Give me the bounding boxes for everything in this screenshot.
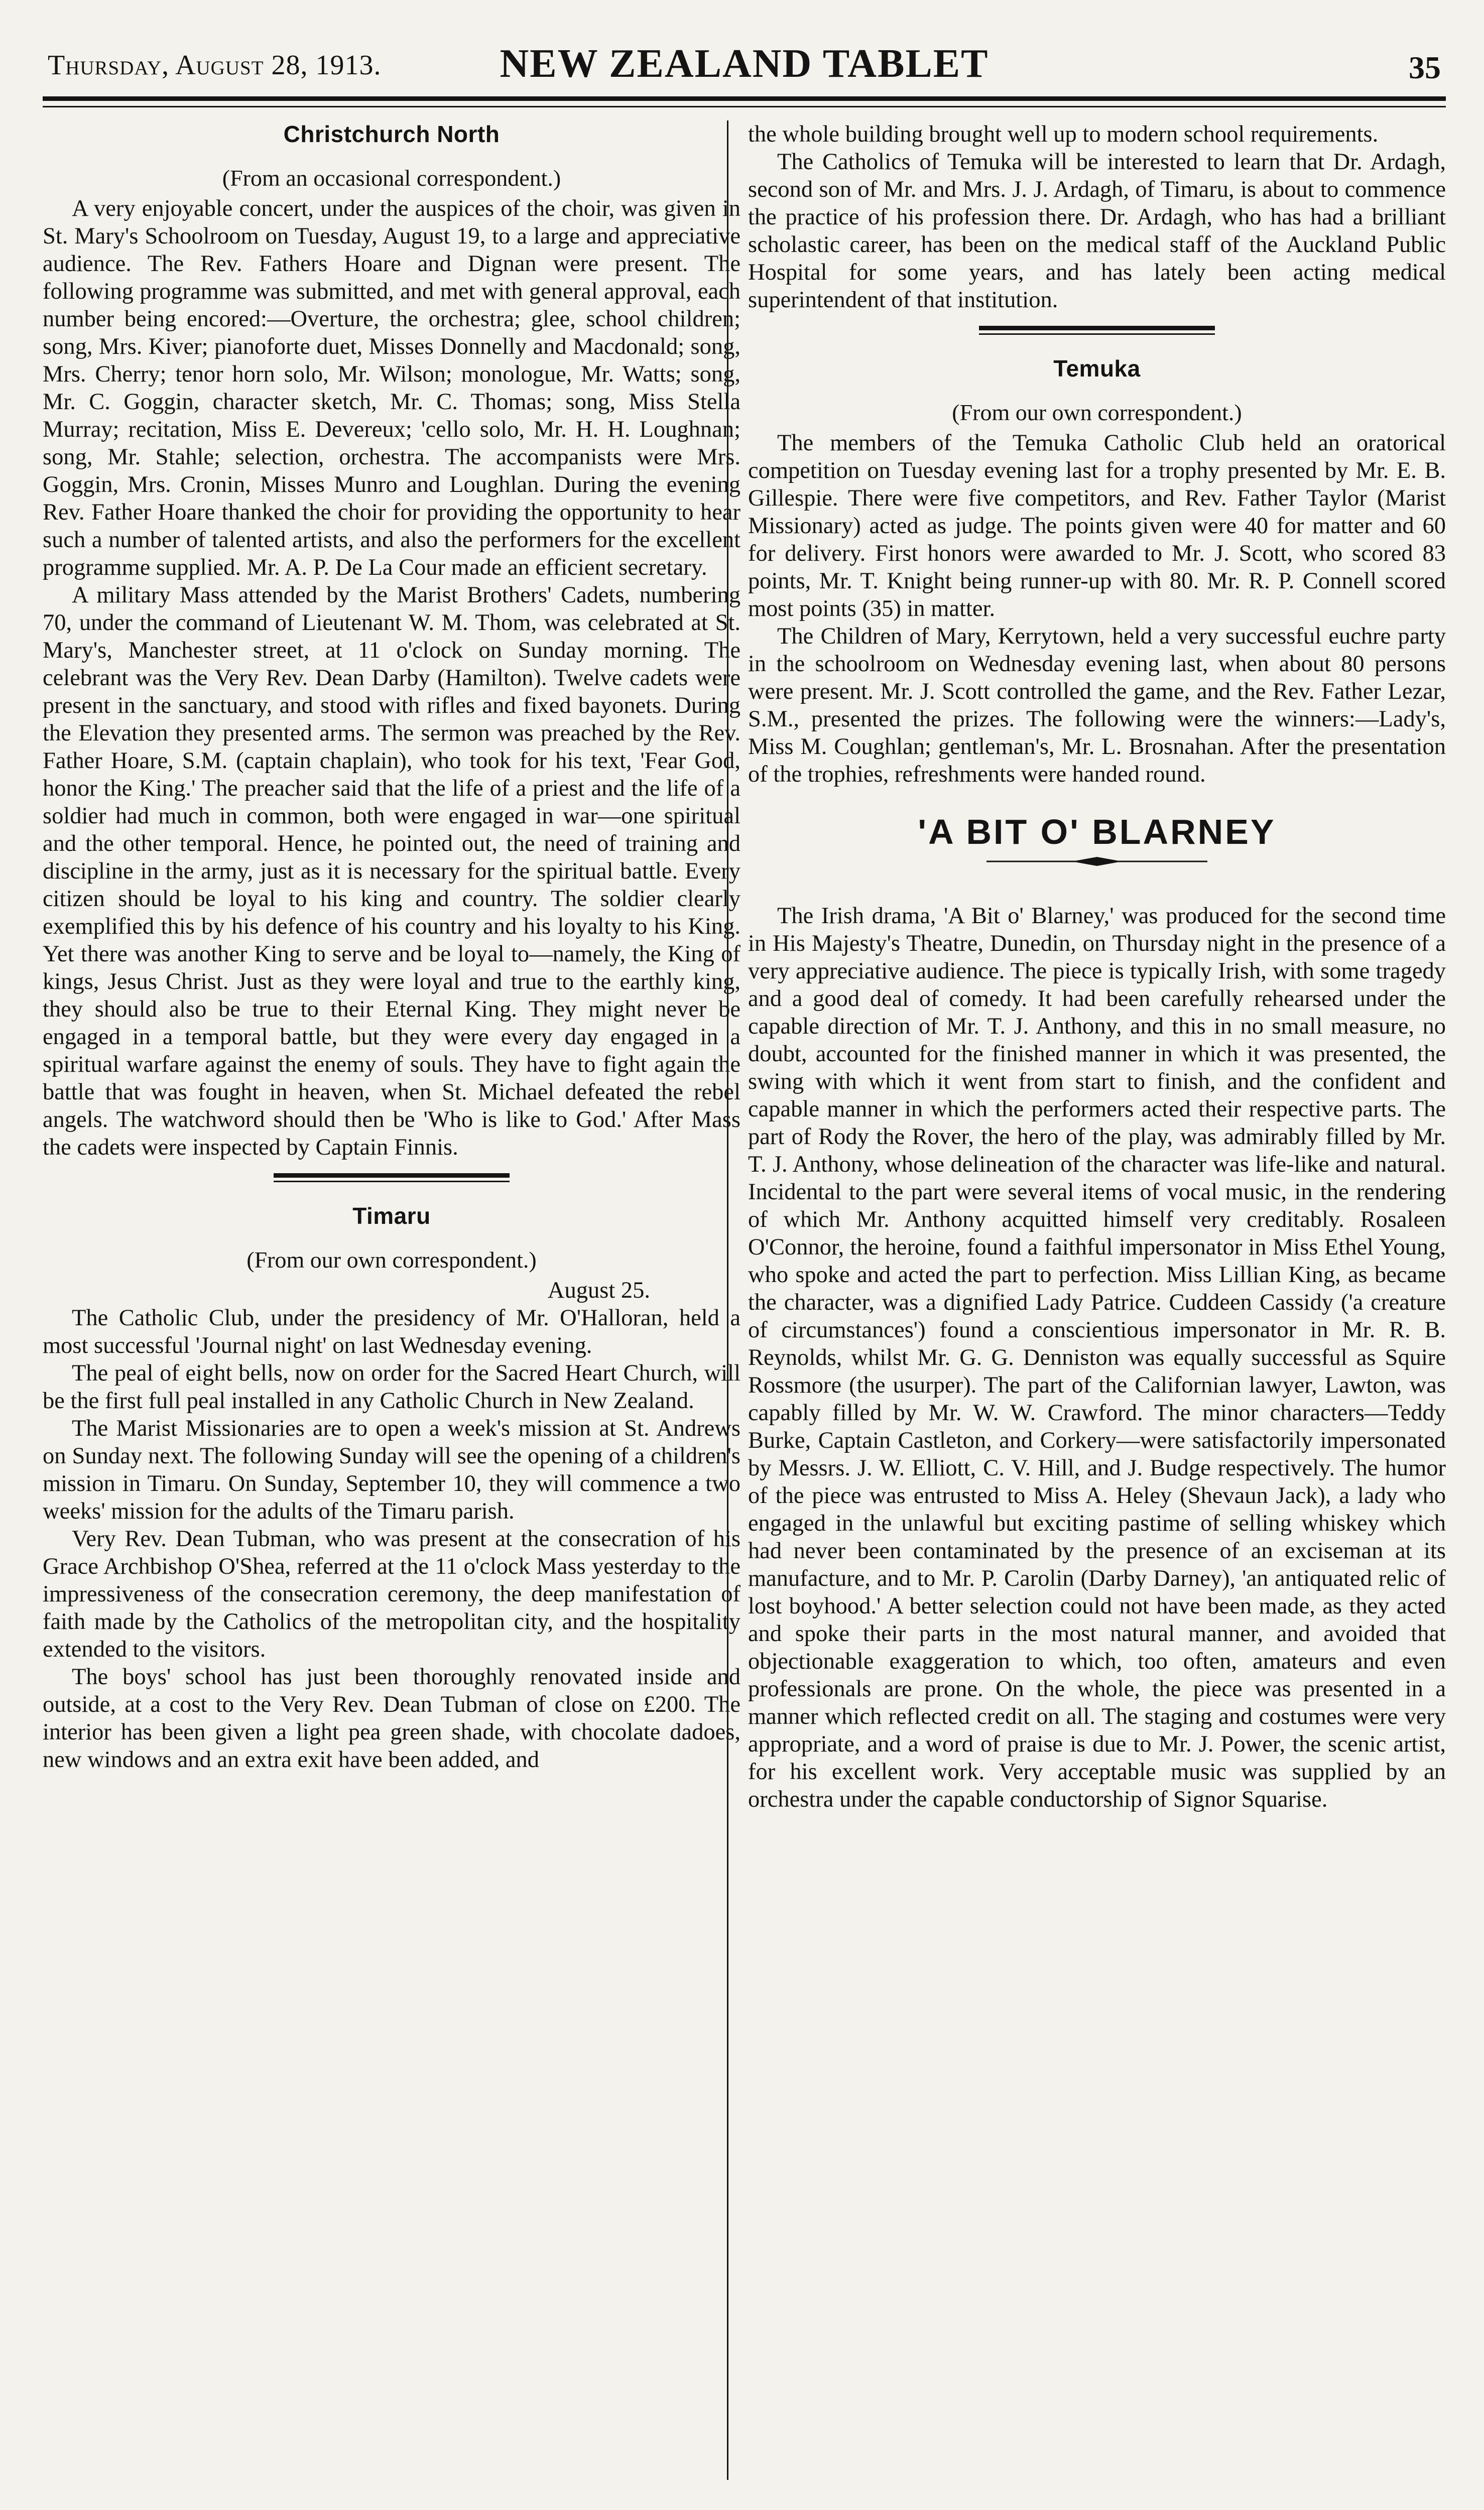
timaru-paragraph: The boys' school has just been thoroughly renovated inside and outside, at a cost to the Very Rev. Dean Tubman of close on £200. The interior has been given a light pea green shade, with chocolate dadoes, new windows and an extra exit have been added, and (43, 1664, 740, 1773)
section-separator (274, 1173, 510, 1182)
timaru-paragraph: The peal of eight bells, now on order for the Sacred Heart Church, will be the first full peal installed in any Catholic Church in New Zealand. (43, 1360, 740, 1414)
christchurch-heading: Christchurch North (283, 121, 500, 147)
christchurch-byline: (From an occasional correspondent.) (222, 165, 561, 191)
timaru-paragraph: The Marist Missionaries are to open a week's mission at St. Andrews on Sunday next. The following Sunday will see the opening of a children's mission in Timaru. On Sunday, September 10, they will commence a two weeks' mission for the adults of the Timaru parish. (43, 1416, 740, 1524)
masthead-rule-thin (43, 106, 1446, 107)
timaru-paragraph: The Catholic Club, under the presidency of Mr. O'Halloran, held a most successful 'Journal night' on last Wednesday evening. (43, 1305, 740, 1358)
christchurch-article (43, 120, 740, 1161)
issue-date: Thursday, August 28, 1913. (48, 50, 382, 81)
christchurch-paragraph: A very enjoyable concert, under the auspices of the choir, was given in St. Mary's Schoolroom on Tuesday, August 19, to a large and appreciative audience. The Rev. Fathers Hoare and Dignan were present. The following programme was submitted, and met with general approval, each number being encored:—Overture, the orchestra; glee, school children; song, Mrs. Kiver; pianoforte duet, Misses Donnelly and Macdonald; song, Mrs. Cherry; tenor horn solo, Mr. Wilson; monologue, Mr. Watts; song, Mr. C. Goggin, character sketch, Mr. C. Thomas; song, Miss Stella Murray; recitation, Miss E. Devereux; 'cello solo, Mr. H. H. Loughnan; song, Mr. Stahle; selection, orchestra. The accompanists were Mrs. Goggin, Mrs. Cronin, Misses Munro and Loughlan. During the evening Rev. Father Hoare thanked the choir for providing the opportunity to hear such a number of talented artists, and also the performers for the excellent programme supplied. Mr. A. P. De La Cour made an efficient secretary. (43, 196, 740, 580)
timaru-continuation: the whole building brought well up to modern school requirements. (748, 121, 1379, 147)
temuka-paragraph: The Children of Mary, Kerrytown, held a very successful euchre party in the schoolroom on Wednesday evening last, when about 80 persons were present. Mr. J. Scott controlled the game, and the Rev. Father Lezar, S.M., presented the prizes. The following were the winners:—Lady's, Miss M. Coughlan; gentleman's, Mr. L. Brosnahan. After the presentation of the trophies, refreshments were handed round. (748, 623, 1446, 787)
blarney-heading: 'A BIT O' BLARNEY (918, 812, 1276, 851)
newspaper-title: NEW ZEALAND TABLET (500, 42, 989, 86)
temuka-byline: (From our own correspondent.) (952, 400, 1242, 425)
temuka-article (748, 355, 1446, 788)
timaru-paragraph: The Catholics of Temuka will be interested to learn that Dr. Ardagh, second son of Mr. and Mrs. J. J. Ardagh, of Timaru, is about to commence the practice of his profession there. Dr. Ardagh, who has had a brilliant scholastic career, has been on the medical staff of the Auckland Public Hospital for some years, and has lately been acting medical superintendent of that institution. (748, 149, 1446, 313)
blarney-paragraph: The Irish drama, 'A Bit o' Blarney,' was produced for the second time in His Majesty's Theatre, Dunedin, on Thursday night in the presence of a very appreciative audience. The piece is typically Irish, with some tragedy and a good deal of comedy. It had been carefully rehearsed under the capable direction of Mr. T. J. Anthony, and this in no small measure, no doubt, accounted for the finished manner in which it was presented, the swing with which it went from start to finish, and the confident and capable manner in which the performers acted their respective parts. The part of Rody the Rover, the hero of the play, was admirably filled by Mr. T. J. Anthony, whose delineation of the character was life-like and natural. Incidental to the part were several items of vocal music, in the rendering of which Mr. Anthony acquitted himself very creditably. Rosaleen O'Connor, the heroine, found a faithful impersonator in Miss Ethel Young, who spoke and acted the part to perfection. Miss Lillian King, as became the character, was a dignified Lady Patrice. Cuddeen Cassidy ('a creature of circumstances') found a conscientious impersonator in Mr. R. B. Reynolds, whilst Mr. G. G. Denniston was equally successful as Squire Rossmore (the usurper). The part of the Californian lawyer, Lawton, was capably filled by Mr. W. W. Crawford. The minor characters—Teddy Burke, Captain Castleton, and Corkery—were satisfactorily impersonated by Messrs. J. W. Elliott, C. V. Hill, and J. Budge respectively. The humor of the piece was entrusted to Miss A. Heley (Shevaun Jack), a lady who engaged in the unlawful but exciting pastime of selling whiskey which had never been contaminated by the presence of an exciseman at its manufacture, and to Mr. P. Carolin (Darby Darney), 'an antiquated relic of lost boyhood.' A better selection could not have been made, as they acted and spoke their parts in the most natural manner, and avoided that objectionable exaggeration to which, too often, amateurs and even professionals are prone. On the whole, the piece was presented in a manner which reflected credit on all. The staging and costumes were very appropriate, and a word of praise is due to Mr. J. Power, the scenic artist, for his excellent work. Very acceptable music was supplied by an orchestra under the capable conductorship of Signor Squarise. (748, 903, 1446, 1812)
right-column (748, 120, 1446, 1813)
timaru-article (43, 1202, 740, 1774)
section-separator (979, 326, 1215, 335)
timaru-byline: (From our own correspondent.) (246, 1247, 537, 1273)
page-number: 35 (1409, 50, 1441, 85)
left-column (43, 120, 740, 1774)
timaru-paragraph: Very Rev. Dean Tubman, who was present at the consecration of his Grace Archbishop O'Shea, referred at the 11 o'clock Mass yesterday to the impressiveness of the consecration ceremony, the deep manifestation of faith made by the Catholics of the metropolitan city, and the hospitality extended to the visitors. (43, 1526, 740, 1662)
timaru-dateline: August 25. (547, 1278, 650, 1303)
blarney-article (748, 812, 1446, 1813)
ornament-rule-icon (986, 854, 1207, 869)
masthead-rule-thick (43, 96, 1446, 101)
christchurch-paragraph: A military Mass attended by the Marist Brothers' Cadets, numbering 70, under the command of Lieutenant W. M. Thom, was celebrated at St. Mary's, Manchester street, at 11 o'clock on Sunday morning. The celebrant was the Very Rev. Dean Darby (Hamilton). Twelve cadets were present in the sanctuary, and stood with rifles and fixed bayonets. During the Elevation they presented arms. The sermon was preached by the Rev. Father Hoare, S.M. (captain chaplain), who took for his text, 'Fear God, honor the King.' The preacher said that the life of a priest and the life of a soldier had much in common, both were engaged in war—one spiritual and the other temporal. Hence, he pointed out, the need of training and discipline in the army, just as it is necessary for the spiritual battle. Every citizen should be loyal to his king and country. The soldier clearly exemplified this by his defence of his country and his loyalty to his King. Yet there was another King to serve and be loyal to—namely, the King of kings, Jesus Christ. Just as they were loyal and true to the earthly king, they should also be true to their Eternal King. They might never be engaged in a temporal battle, but they were every day engaged in a spiritual warfare against the enemy of souls. They have to fight again the battle that was fought in heaven, when St. Michael defeated the rebel angels. The watchword should then be 'Who is like to God.' After Mass the cadets were inspected by Captain Finnis. (43, 582, 740, 1160)
timaru-heading: Timaru (352, 1203, 431, 1229)
masthead (48, 30, 1441, 100)
temuka-paragraph: The members of the Temuka Catholic Club held an oratorical competition on Tuesday evening last for a trophy presented by Mr. E. B. Gillespie. There were five competitors, and Rev. Father Taylor (Marist Missionary) acted as judge. The points given were 40 for matter and 60 for delivery. First honors were awarded to Mr. J. Scott, who scored 83 points, Mr. T. Knight being runner-up with 80. Mr. R. P. Connell scored most points (35) in matter. (748, 430, 1446, 621)
temuka-heading: Temuka (1053, 355, 1141, 382)
